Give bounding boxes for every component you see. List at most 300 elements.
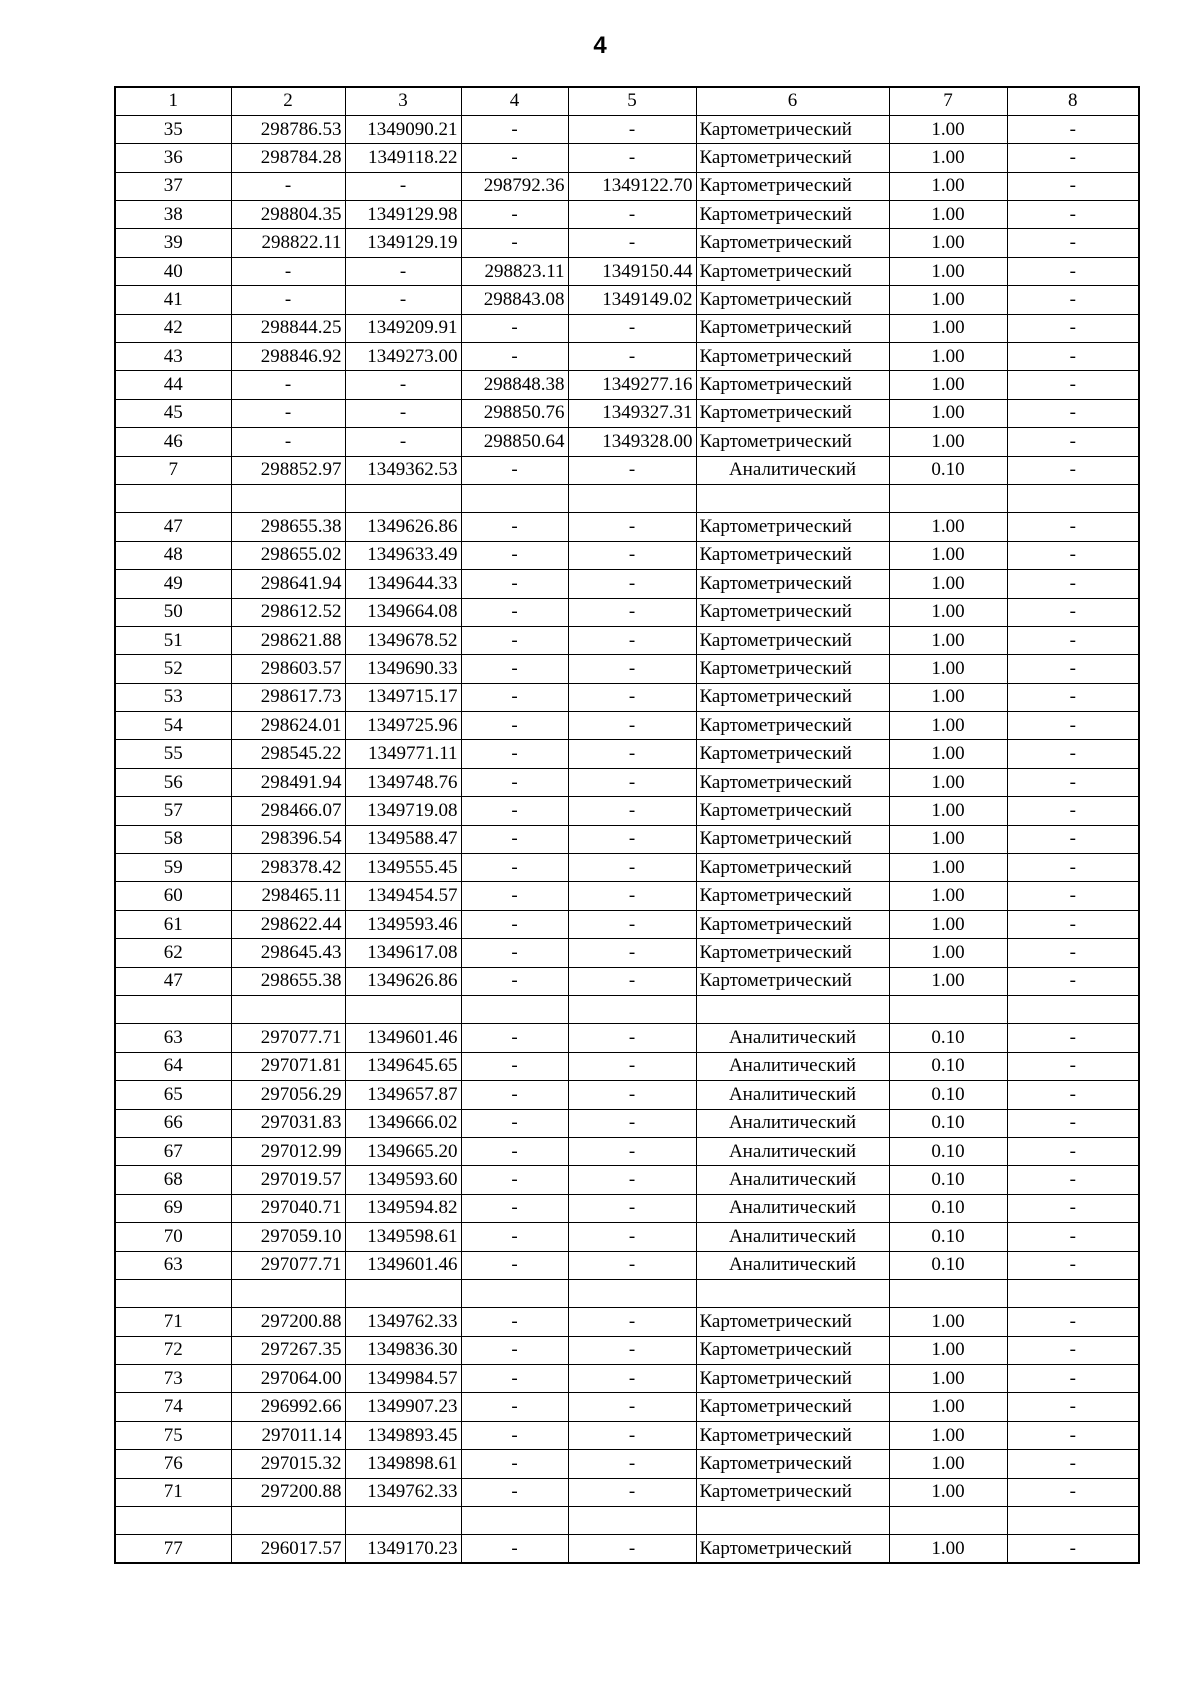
table-cell-col6: Картометрический [696, 1393, 889, 1421]
table-cell-col8: - [1007, 626, 1139, 654]
table-cell-col6: Картометрический [696, 626, 889, 654]
table-cell-col2: 297012.99 [231, 1137, 345, 1165]
table-row [115, 1024, 1139, 1052]
table-cell-col5: - [568, 541, 696, 569]
table-cell-col7: 1.00 [889, 570, 1007, 598]
table-row [115, 570, 1139, 598]
table-cell-col6: Картометрический [696, 399, 889, 427]
table-row [115, 399, 1139, 427]
table-cell-col3: 1349645.65 [345, 1052, 461, 1080]
table-cell-col8: - [1007, 1223, 1139, 1251]
table-cell-col3: 1349598.61 [345, 1223, 461, 1251]
table-cell-col8: - [1007, 541, 1139, 569]
table-cell-col1: 74 [115, 1393, 231, 1421]
table-cell-col2: 298621.88 [231, 626, 345, 654]
table-cell-col8: - [1007, 768, 1139, 796]
table-cell-col5: - [568, 343, 696, 371]
table-cell-col2: 297071.81 [231, 1052, 345, 1080]
table-cell-col5: - [568, 1166, 696, 1194]
table-cell-col4: - [461, 712, 568, 740]
table-cell-col8: - [1007, 1308, 1139, 1336]
table-cell-col7: 1.00 [889, 1421, 1007, 1449]
table-cell-col1: 59 [115, 854, 231, 882]
table-cell-col4 [461, 484, 568, 512]
table-cell-col4: - [461, 1421, 568, 1449]
table-cell-col8: - [1007, 1081, 1139, 1109]
table-cell-col2: 298466.07 [231, 797, 345, 825]
table-cell-col2: 297031.83 [231, 1109, 345, 1137]
table-row-spacer [115, 1279, 1139, 1307]
table-cell-col3: 1349633.49 [345, 541, 461, 569]
table-cell-col4 [461, 1279, 568, 1307]
table-cell-col1 [115, 1279, 231, 1307]
table-cell-col5: - [568, 939, 696, 967]
table-cell-col3: 1349666.02 [345, 1109, 461, 1137]
table-cell-col3: - [345, 257, 461, 285]
table-cell-col6: Картометрический [696, 854, 889, 882]
table-row [115, 314, 1139, 342]
table-cell-col1: 43 [115, 343, 231, 371]
table-row-spacer [115, 484, 1139, 512]
table-cell-col7: 1.00 [889, 541, 1007, 569]
table-cell-col2: 297267.35 [231, 1336, 345, 1364]
table-row [115, 1166, 1139, 1194]
table-cell-col5: - [568, 456, 696, 484]
table-cell-col4: 298850.64 [461, 428, 568, 456]
table-cell-col7: 1.00 [889, 144, 1007, 172]
table-cell-col4: - [461, 1223, 568, 1251]
table-cell-col8: - [1007, 371, 1139, 399]
table-cell-col8: - [1007, 712, 1139, 740]
table-cell-col1: 58 [115, 825, 231, 853]
table-cell-col1: 73 [115, 1365, 231, 1393]
table-cell-col6: Картометрический [696, 541, 889, 569]
header-cell: 7 [889, 87, 1007, 115]
table-cell-col2: - [231, 428, 345, 456]
table-cell-col3: 1349762.33 [345, 1478, 461, 1506]
table-cell-col4: - [461, 854, 568, 882]
table-cell-col1: 67 [115, 1137, 231, 1165]
table-cell-col8: - [1007, 655, 1139, 683]
table-cell-col8: - [1007, 797, 1139, 825]
table-cell-col8: - [1007, 428, 1139, 456]
table-cell-col1: 75 [115, 1421, 231, 1449]
table-row [115, 854, 1139, 882]
table-cell-col3: 1349090.21 [345, 115, 461, 143]
page-number: 4 [593, 32, 607, 59]
table-cell-col8: - [1007, 286, 1139, 314]
table-cell-col4: - [461, 1166, 568, 1194]
table-row [115, 257, 1139, 285]
table-cell-col2: 297019.57 [231, 1166, 345, 1194]
table-cell-col5: - [568, 1137, 696, 1165]
table-cell-col5: - [568, 1081, 696, 1109]
table-cell-col6: Картометрический [696, 797, 889, 825]
table-cell-col5: 1349149.02 [568, 286, 696, 314]
table-cell-col5: - [568, 1223, 696, 1251]
table-cell-col2: 298624.01 [231, 712, 345, 740]
table-cell-col4: - [461, 683, 568, 711]
table-cell-col7 [889, 1279, 1007, 1307]
table-cell-col3: 1349593.60 [345, 1166, 461, 1194]
table-cell-col7: 0.10 [889, 1137, 1007, 1165]
table-cell-col8: - [1007, 456, 1139, 484]
table-cell-col4: - [461, 1137, 568, 1165]
table-cell-col1: 71 [115, 1308, 231, 1336]
table-cell-col7: 1.00 [889, 939, 1007, 967]
table-cell-col7: 1.00 [889, 257, 1007, 285]
table-row [115, 229, 1139, 257]
table-cell-col7: 0.10 [889, 1052, 1007, 1080]
table-cell-col6: Аналитический [696, 1052, 889, 1080]
table-row-spacer [115, 1507, 1139, 1535]
table-cell-col4: 298843.08 [461, 286, 568, 314]
table-cell-col5: - [568, 1194, 696, 1222]
table-cell-col6: Картометрический [696, 683, 889, 711]
table-cell-col3: 1349715.17 [345, 683, 461, 711]
table-cell-col2: 297077.71 [231, 1024, 345, 1052]
table-cell-col5: - [568, 1251, 696, 1279]
table-cell-col8: - [1007, 939, 1139, 967]
table-cell-col5: - [568, 626, 696, 654]
table-cell-col3 [345, 1507, 461, 1535]
table-row [115, 910, 1139, 938]
table-cell-col6: Картометрический [696, 570, 889, 598]
table-row [115, 825, 1139, 853]
table-row [115, 1393, 1139, 1421]
table-cell-col6: Картометрический [696, 655, 889, 683]
table-cell-col8: - [1007, 257, 1139, 285]
table-cell-col8: - [1007, 1365, 1139, 1393]
table-cell-col8: - [1007, 825, 1139, 853]
table-cell-col6: Картометрический [696, 1421, 889, 1449]
table-cell-col6 [696, 1279, 889, 1307]
table-cell-col5: - [568, 797, 696, 825]
table-cell-col1: 61 [115, 910, 231, 938]
table-row [115, 1081, 1139, 1109]
table-cell-col7: 1.00 [889, 286, 1007, 314]
table-cell-col3: 1349984.57 [345, 1365, 461, 1393]
table-cell-col5: - [568, 740, 696, 768]
table-row [115, 1365, 1139, 1393]
table-cell-col6: Картометрический [696, 1365, 889, 1393]
table-cell-col3 [345, 1279, 461, 1307]
table-cell-col5: - [568, 1535, 696, 1563]
table-cell-col1 [115, 484, 231, 512]
table-cell-col6: Аналитический [696, 1251, 889, 1279]
table-cell-col4: - [461, 768, 568, 796]
table-cell-col8: - [1007, 570, 1139, 598]
table-cell-col4: - [461, 1308, 568, 1336]
table-cell-col7: 0.10 [889, 1109, 1007, 1137]
table-cell-col1: 66 [115, 1109, 231, 1137]
table-cell-col7: 0.10 [889, 456, 1007, 484]
table-cell-col3: - [345, 399, 461, 427]
table-cell-col3: 1349748.76 [345, 768, 461, 796]
table-cell-col6: Картометрический [696, 229, 889, 257]
table-cell-col2: - [231, 399, 345, 427]
table-cell-col7: 1.00 [889, 740, 1007, 768]
table-cell-col1: 51 [115, 626, 231, 654]
table-cell-col2: 297059.10 [231, 1223, 345, 1251]
table-cell-col2: - [231, 172, 345, 200]
table-cell-col1: 52 [115, 655, 231, 683]
table-cell-col3: 1349626.86 [345, 967, 461, 995]
table-row [115, 1336, 1139, 1364]
table-cell-col3: 1349665.20 [345, 1137, 461, 1165]
table-cell-col5: 1349277.16 [568, 371, 696, 399]
table-row [115, 428, 1139, 456]
table-row [115, 626, 1139, 654]
table-cell-col4: - [461, 115, 568, 143]
table-cell-col2: 298846.92 [231, 343, 345, 371]
table-cell-col3: 1349762.33 [345, 1308, 461, 1336]
table-row [115, 456, 1139, 484]
table-cell-col4: - [461, 513, 568, 541]
table-cell-col2 [231, 1507, 345, 1535]
table-cell-col6: Аналитический [696, 1194, 889, 1222]
table-cell-col5: - [568, 144, 696, 172]
table-cell-col7: 1.00 [889, 428, 1007, 456]
table-cell-col6 [696, 484, 889, 512]
table-cell-col7: 1.00 [889, 343, 1007, 371]
table-cell-col2: 296992.66 [231, 1393, 345, 1421]
table-cell-col5 [568, 1507, 696, 1535]
table-cell-col7: 1.00 [889, 1336, 1007, 1364]
table-cell-col7: 1.00 [889, 655, 1007, 683]
table-cell-col2: 298603.57 [231, 655, 345, 683]
table-cell-col7: 1.00 [889, 825, 1007, 853]
table-cell-col8: - [1007, 1336, 1139, 1364]
table-cell-col6: Картометрический [696, 1308, 889, 1336]
table-cell-col6: Аналитический [696, 1109, 889, 1137]
table-cell-col1: 7 [115, 456, 231, 484]
table-row [115, 1251, 1139, 1279]
table-cell-col3: 1349690.33 [345, 655, 461, 683]
table-cell-col6: Картометрический [696, 201, 889, 229]
table-cell-col4: - [461, 1336, 568, 1364]
table-cell-col3: 1349644.33 [345, 570, 461, 598]
table-cell-col5: - [568, 1024, 696, 1052]
table-cell-col2: 297011.14 [231, 1421, 345, 1449]
table-row [115, 1535, 1139, 1563]
table-cell-col8: - [1007, 598, 1139, 626]
header-cell: 4 [461, 87, 568, 115]
table-cell-col7: 0.10 [889, 1081, 1007, 1109]
table-cell-col5: - [568, 910, 696, 938]
table-row [115, 740, 1139, 768]
table-cell-col4: - [461, 1081, 568, 1109]
table-cell-col6: Картометрический [696, 882, 889, 910]
table-cell-col8: - [1007, 882, 1139, 910]
table-row [115, 1421, 1139, 1449]
table-cell-col5: - [568, 201, 696, 229]
table-cell-col3: 1349362.53 [345, 456, 461, 484]
table-cell-col2: - [231, 257, 345, 285]
table-cell-col1: 54 [115, 712, 231, 740]
table-cell-col3: 1349588.47 [345, 825, 461, 853]
table-cell-col2: 298804.35 [231, 201, 345, 229]
table-cell-col2: 298844.25 [231, 314, 345, 342]
table-cell-col8: - [1007, 201, 1139, 229]
table-cell-col6: Картометрический [696, 967, 889, 995]
table-cell-col8: - [1007, 740, 1139, 768]
table-cell-col2: 297200.88 [231, 1478, 345, 1506]
table-cell-col7: 0.10 [889, 1166, 1007, 1194]
table-cell-col4 [461, 996, 568, 1024]
table-row [115, 712, 1139, 740]
table-row [115, 371, 1139, 399]
table-cell-col2: 296017.57 [231, 1535, 345, 1563]
table-cell-col2: 297040.71 [231, 1194, 345, 1222]
table-cell-col7: 1.00 [889, 371, 1007, 399]
table-cell-col2: - [231, 371, 345, 399]
table-cell-col1: 49 [115, 570, 231, 598]
table-row [115, 882, 1139, 910]
table-cell-col3: 1349898.61 [345, 1450, 461, 1478]
table-cell-col6: Аналитический [696, 1024, 889, 1052]
table-cell-col8: - [1007, 1478, 1139, 1506]
table-cell-col8: - [1007, 683, 1139, 711]
table-cell-col4: 298823.11 [461, 257, 568, 285]
table-row [115, 598, 1139, 626]
table-cell-col7: 1.00 [889, 1365, 1007, 1393]
table-cell-col4: - [461, 1194, 568, 1222]
table-cell-col7: 1.00 [889, 513, 1007, 541]
table-cell-col3: 1349657.87 [345, 1081, 461, 1109]
table-cell-col4: - [461, 1052, 568, 1080]
table-cell-col3: 1349836.30 [345, 1336, 461, 1364]
table-cell-col6: Картометрический [696, 939, 889, 967]
table-cell-col2: 298645.43 [231, 939, 345, 967]
table-cell-col4: - [461, 939, 568, 967]
table-row [115, 1109, 1139, 1137]
table-cell-col1: 77 [115, 1535, 231, 1563]
table-cell-col7: 1.00 [889, 1308, 1007, 1336]
table-cell-col7: 1.00 [889, 201, 1007, 229]
table-cell-col5: - [568, 1052, 696, 1080]
table-cell-col3: 1349129.98 [345, 201, 461, 229]
table-cell-col3: - [345, 286, 461, 314]
table-cell-col6: Картометрический [696, 740, 889, 768]
table-cell-col5: - [568, 768, 696, 796]
table-cell-col6: Картометрический [696, 825, 889, 853]
table-cell-col3: 1349626.86 [345, 513, 461, 541]
table-cell-col4: - [461, 570, 568, 598]
table-row [115, 201, 1139, 229]
header-cell: 6 [696, 87, 889, 115]
table-cell-col6: Картометрический [696, 343, 889, 371]
table-cell-col8: - [1007, 1024, 1139, 1052]
table-cell-col5: - [568, 314, 696, 342]
table-cell-col1 [115, 1507, 231, 1535]
table-cell-col3: 1349170.23 [345, 1535, 461, 1563]
table-cell-col1: 36 [115, 144, 231, 172]
table-cell-col1: 69 [115, 1194, 231, 1222]
table-cell-col6: Аналитический [696, 1081, 889, 1109]
table-cell-col8: - [1007, 1421, 1139, 1449]
table-cell-col1: 40 [115, 257, 231, 285]
table-cell-col1: 35 [115, 115, 231, 143]
table-row [115, 1052, 1139, 1080]
table-cell-col4: 298850.76 [461, 399, 568, 427]
table-cell-col1: 39 [115, 229, 231, 257]
table-cell-col3: 1349594.82 [345, 1194, 461, 1222]
table-cell-col8: - [1007, 229, 1139, 257]
table-cell-col4: - [461, 1251, 568, 1279]
table-cell-col8: - [1007, 1393, 1139, 1421]
table-cell-col3: 1349273.00 [345, 343, 461, 371]
table-cell-col8 [1007, 996, 1139, 1024]
table-cell-col5: - [568, 1478, 696, 1506]
header-cell: 8 [1007, 87, 1139, 115]
table-cell-col5: - [568, 115, 696, 143]
table-cell-col7: 0.10 [889, 1251, 1007, 1279]
table-cell-col6 [696, 996, 889, 1024]
table-cell-col5 [568, 996, 696, 1024]
table-cell-col5: - [568, 1336, 696, 1364]
table-cell-col1: 53 [115, 683, 231, 711]
table-cell-col8 [1007, 1507, 1139, 1535]
table-cell-col4 [461, 1507, 568, 1535]
table-cell-col1: 37 [115, 172, 231, 200]
table-cell-col1: 62 [115, 939, 231, 967]
table-cell-col3: 1349454.57 [345, 882, 461, 910]
table-cell-col1: 55 [115, 740, 231, 768]
table-cell-col5: 1349122.70 [568, 172, 696, 200]
table-cell-col3: 1349617.08 [345, 939, 461, 967]
table-cell-col8: - [1007, 1109, 1139, 1137]
table-cell-col1: 47 [115, 513, 231, 541]
table-cell-col8: - [1007, 1052, 1139, 1080]
table-cell-col7: 1.00 [889, 1478, 1007, 1506]
table-cell-col1: 65 [115, 1081, 231, 1109]
table-cell-col3: - [345, 428, 461, 456]
table-cell-col6: Картометрический [696, 598, 889, 626]
table-cell-col4: - [461, 1393, 568, 1421]
table-cell-col8: - [1007, 343, 1139, 371]
table-cell-col5: 1349150.44 [568, 257, 696, 285]
table-cell-col7: 1.00 [889, 1393, 1007, 1421]
table-cell-col6: Картометрический [696, 371, 889, 399]
table-cell-col5: - [568, 229, 696, 257]
table-row [115, 967, 1139, 995]
table-cell-col8: - [1007, 910, 1139, 938]
table-cell-col3: 1349893.45 [345, 1421, 461, 1449]
table-cell-col5: - [568, 882, 696, 910]
header-row [115, 87, 1139, 115]
table-cell-col7: 1.00 [889, 172, 1007, 200]
table-cell-col8: - [1007, 854, 1139, 882]
table-cell-col6: Картометрический [696, 428, 889, 456]
table-cell-col5: - [568, 712, 696, 740]
table-cell-col4: - [461, 655, 568, 683]
table-cell-col2: 297064.00 [231, 1365, 345, 1393]
table-cell-col1: 71 [115, 1478, 231, 1506]
table-cell-col2 [231, 1279, 345, 1307]
table-cell-col3: 1349555.45 [345, 854, 461, 882]
table-cell-col3: 1349601.46 [345, 1024, 461, 1052]
table-cell-col5: - [568, 513, 696, 541]
table-cell-col7: 0.10 [889, 1223, 1007, 1251]
table-cell-col6: Аналитический [696, 1166, 889, 1194]
table-cell-col4: - [461, 598, 568, 626]
table-cell-col4: - [461, 1535, 568, 1563]
header-cell: 3 [345, 87, 461, 115]
table-cell-col3: 1349209.91 [345, 314, 461, 342]
table-cell-col4: - [461, 541, 568, 569]
table-cell-col2: 298822.11 [231, 229, 345, 257]
